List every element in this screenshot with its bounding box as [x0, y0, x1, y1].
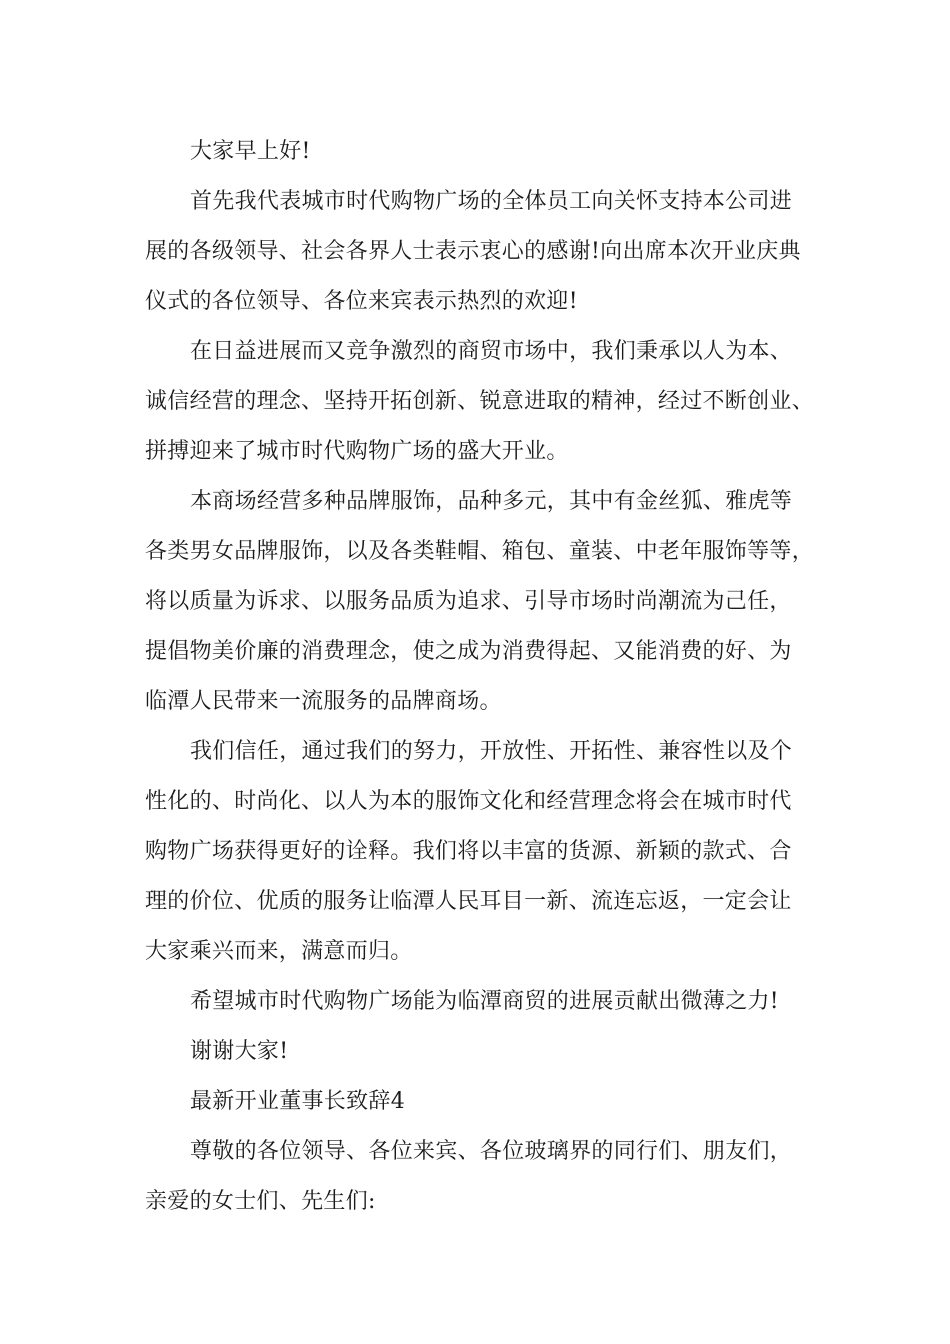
paragraph-4-line-4: 理的价位、优质的服务让临潭人民耳目一新、流连忘返，一定会让: [145, 889, 792, 914]
paragraph-5-line-1: 希望城市时代购物广场能为临潭商贸的进展贡献出微薄之力!: [190, 989, 779, 1014]
paragraph-1-line-2: 展的各级领导、社会各界人士表示衷心的感谢!向出席本次开业庆典: [145, 239, 801, 264]
paragraph-3-line-1: 本商场经营多种品牌服饰，品种多元，其中有金丝狐、雅虎等: [190, 489, 793, 514]
thanks-line: 谢谢大家!: [190, 1039, 289, 1064]
section-heading: 最新开业董事长致辞4: [190, 1089, 405, 1114]
paragraph-3-line-4: 提倡物美价廉的消费理念，使之成为消费得起、又能消费的好、为: [145, 639, 792, 664]
paragraph-4-line-5: 大家乘兴而来，满意而归。: [145, 939, 413, 964]
paragraph-2-line-1: 在日益进展而又竞争激烈的商贸市场中，我们秉承以人为本、: [190, 339, 793, 364]
paragraph-3-line-5: 临潭人民带来一流服务的品牌商场。: [145, 689, 502, 714]
paragraph-3-line-2: 各类男女品牌服饰，以及各类鞋帽、箱包、童装、中老年服饰等等，: [145, 539, 815, 564]
paragraph-4-line-2: 性化的、时尚化、以人为本的服饰文化和经营理念将会在城市时代: [145, 789, 792, 814]
salutation-line-2: 亲爱的女士们、先生们:: [145, 1189, 376, 1214]
salutation-line-1: 尊敬的各位领导、各位来宾、各位玻璃界的同行们、朋友们，: [190, 1139, 793, 1164]
paragraph-2-line-3: 拼搏迎来了城市时代购物广场的盛大开业。: [145, 439, 569, 464]
paragraph-1-line-1: 首先我代表城市时代购物广场的全体员工向关怀支持本公司进: [190, 189, 793, 214]
paragraph-4-line-3: 购物广场获得更好的诠释。我们将以丰富的货源、新颖的款式、合: [145, 839, 792, 864]
paragraph-3-line-3: 将以质量为诉求、以服务品质为追求、引导市场时尚潮流为己任，: [145, 589, 792, 614]
paragraph-1-line-3: 仪式的各位领导、各位来宾表示热烈的欢迎!: [145, 289, 578, 314]
paragraph-4-line-1: 我们信任，通过我们的努力，开放性、开拓性、兼容性以及个: [190, 739, 793, 764]
paragraph-2-line-2: 诚信经营的理念、坚持开拓创新、锐意进取的精神，经过不断创业、: [145, 389, 815, 414]
greeting-line: 大家早上好!: [190, 139, 311, 164]
